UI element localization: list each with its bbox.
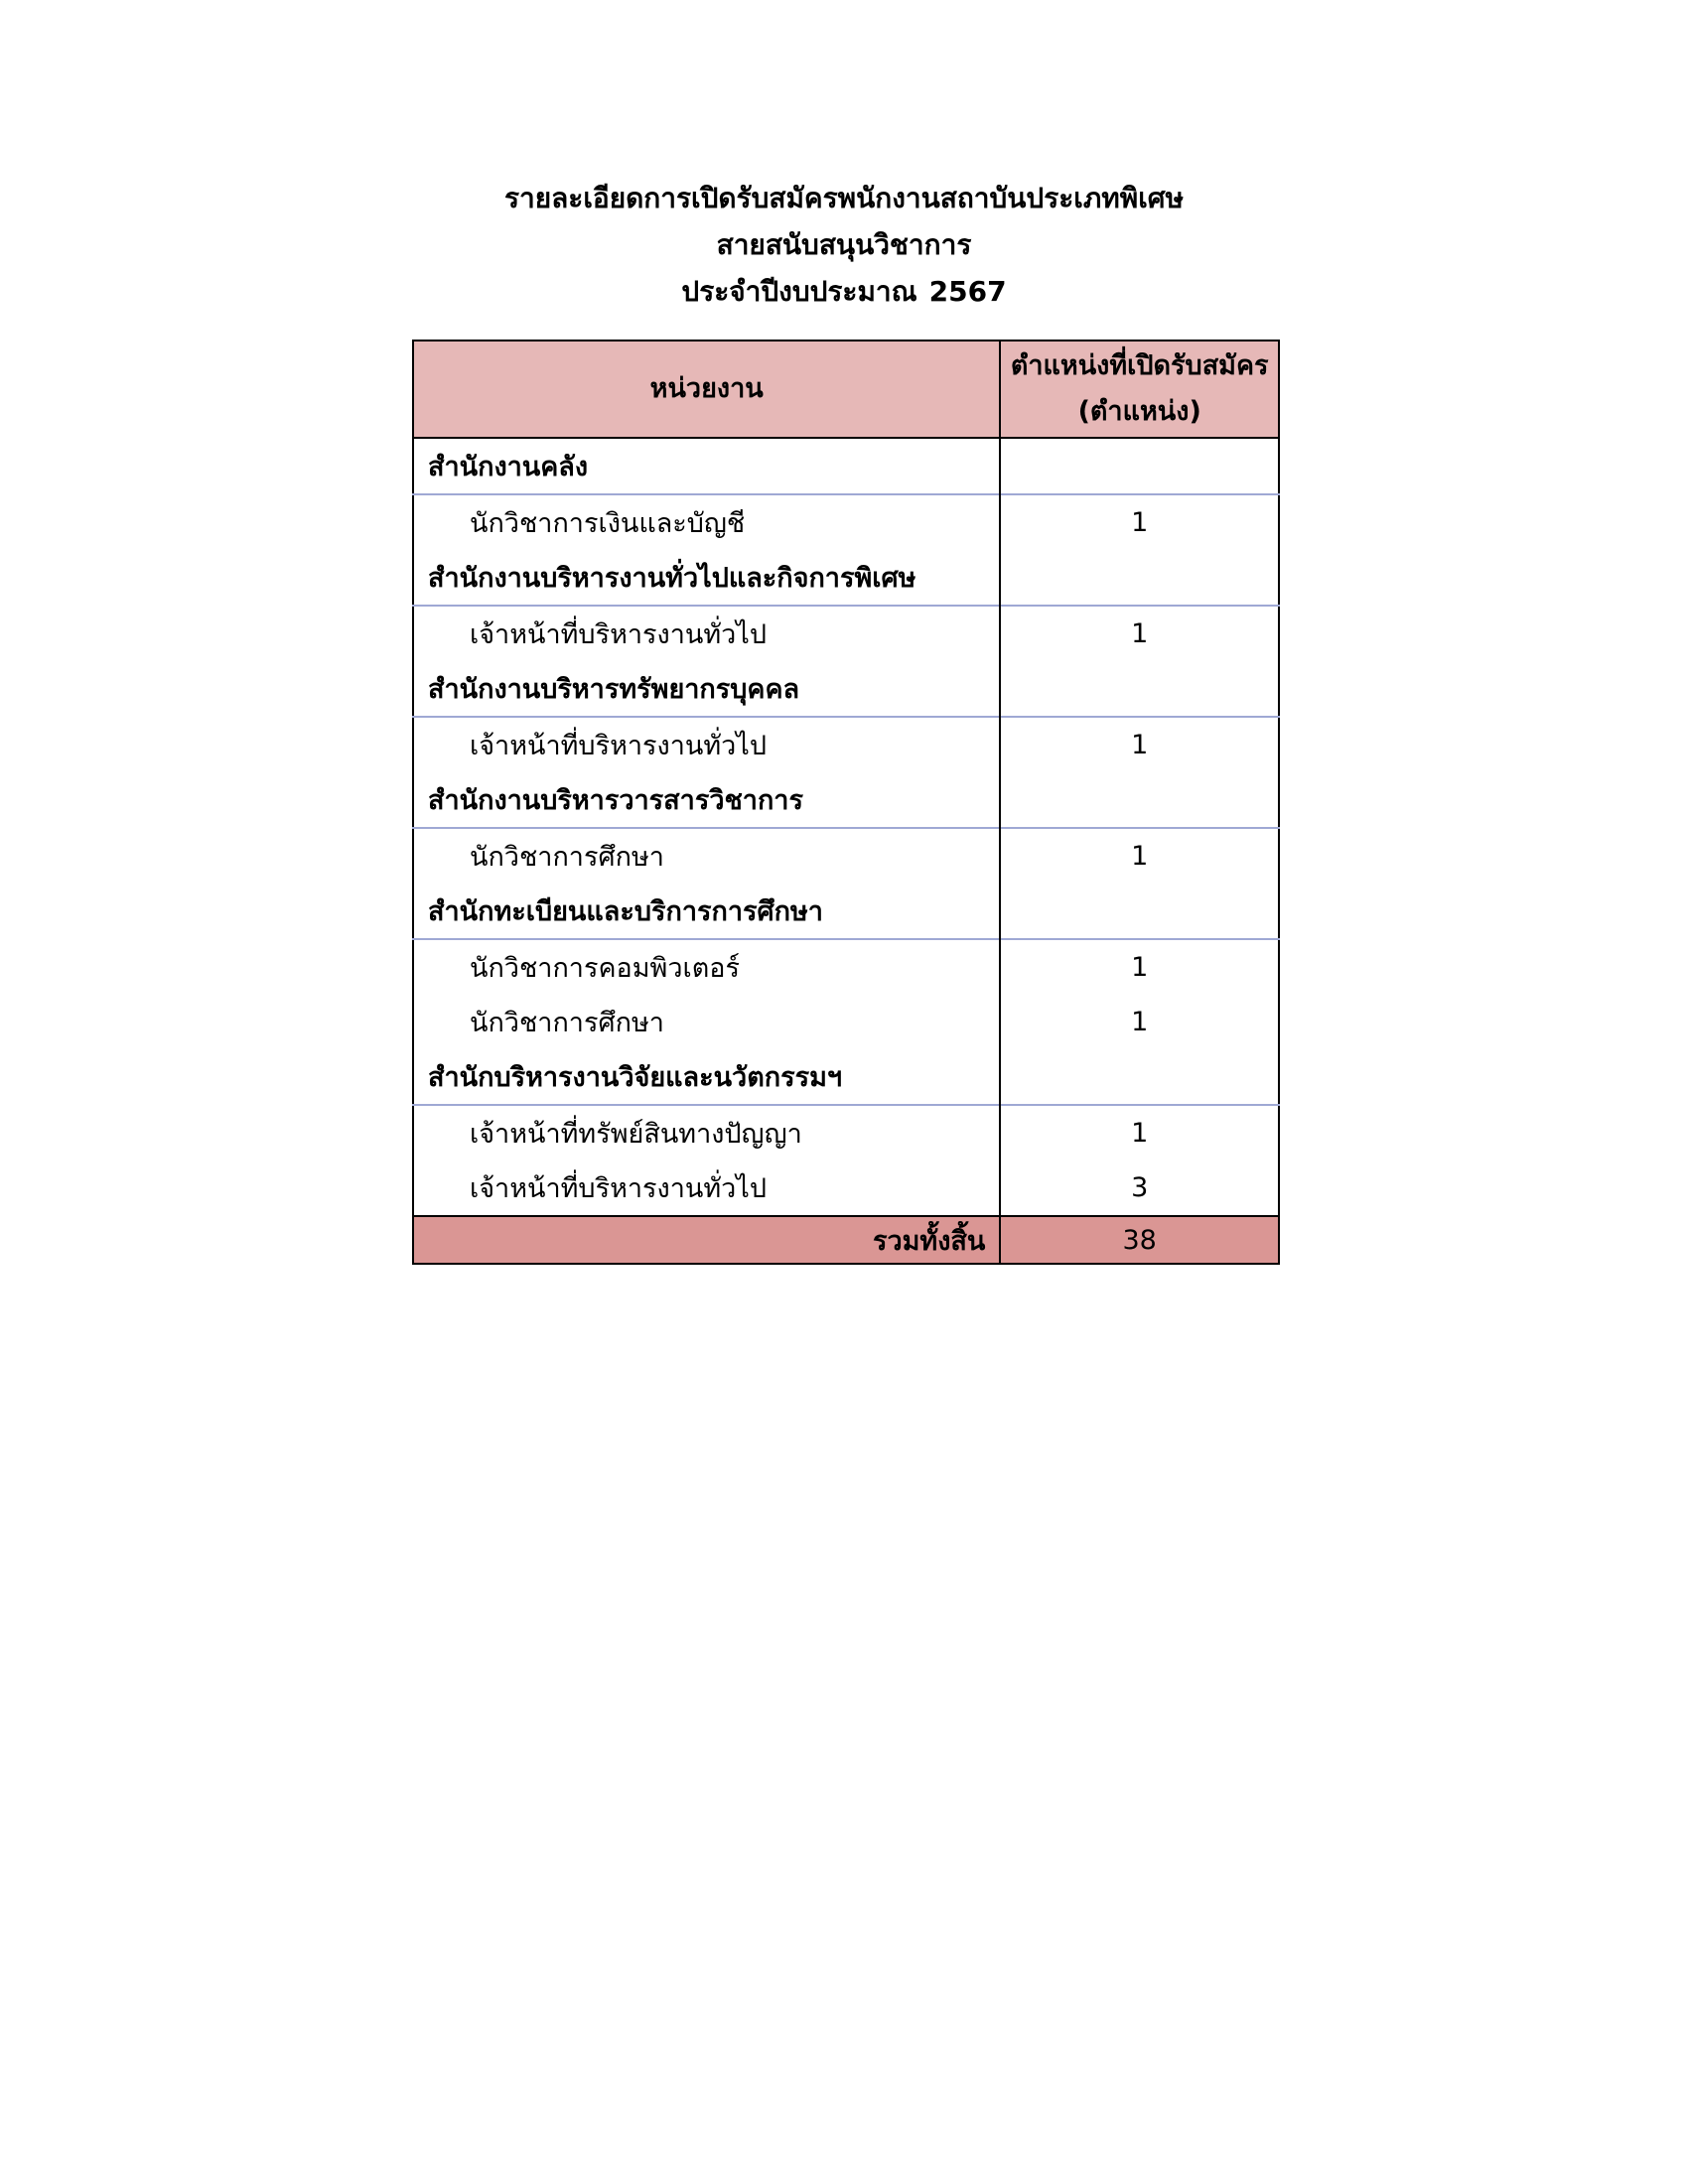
position-row — [413, 494, 1279, 550]
department-name: สำนักทะเบียนและบริการการศึกษา — [413, 884, 1000, 939]
header-unit: หน่วยงาน — [413, 341, 1000, 438]
position-count: 1 — [1000, 717, 1279, 772]
position-row — [413, 828, 1279, 884]
position-count: 1 — [1131, 1007, 1149, 1037]
title-line-1: รายละเอียดการเปิดรับสมัครพนักงานสถาบันประเภทพิเศษ — [503, 182, 1185, 214]
position-count: 1 — [1000, 1105, 1279, 1160]
department-row — [413, 772, 1279, 828]
total-value: 38 — [1000, 1216, 1279, 1264]
position-title: นักวิชาการเงินและบัญชี — [413, 494, 1000, 550]
department-row — [413, 438, 1279, 494]
department-count-empty — [1000, 772, 1279, 828]
department-row — [413, 661, 1279, 717]
position-count: 1 — [1000, 828, 1279, 884]
position-count: 1 — [1000, 606, 1279, 661]
position-count: 1 — [1000, 494, 1279, 550]
department-count-empty — [1000, 884, 1279, 939]
position-title: เจ้าหน้าที่บริหารงานทั่วไป — [413, 606, 1000, 661]
department-count-empty — [1000, 1049, 1279, 1105]
department-row — [413, 1049, 1279, 1105]
fiscal-year-value: 2567 — [928, 275, 1007, 308]
header-count — [1000, 341, 1279, 438]
position-row — [413, 606, 1279, 661]
department-name: สำนักงานบริหารวารสารวิชาการ — [413, 772, 1000, 828]
header-count-line-2: (ตำแหน่ง) — [1077, 396, 1201, 427]
position-title: เจ้าหน้าที่ทรัพย์สินทางปัญญา — [413, 1105, 1000, 1160]
department-name: สำนักงานบริหารทรัพยากรบุคคล — [413, 661, 1000, 717]
position-title: นักวิชาการศึกษา — [413, 995, 1000, 1049]
position-title: เจ้าหน้าที่บริหารงานทั่วไป — [413, 1160, 1000, 1216]
department-count-empty — [1000, 661, 1279, 717]
position-row — [413, 1105, 1279, 1160]
total-label: รวมทั้งสิ้น — [413, 1216, 1000, 1264]
position-count: 1 — [1000, 939, 1279, 995]
table-body — [413, 438, 1279, 1216]
position-title: นักวิชาการศึกษา — [413, 828, 1000, 884]
department-count-empty — [1000, 550, 1279, 606]
title-line-2: สายสนับสนุนวิชาการ — [716, 228, 972, 261]
department-name: สำนักบริหารงานวิจัยและนวัตกรรมฯ — [413, 1049, 1000, 1105]
department-row — [413, 550, 1279, 606]
department-count-empty — [1000, 438, 1279, 494]
position-row — [413, 995, 1279, 1049]
fiscal-year-label: ประจำปีงบประมาณ — [681, 275, 917, 308]
position-row — [413, 717, 1279, 772]
header-count-line-1: ตำแหน่งที่เปิดรับสมัคร — [1010, 350, 1269, 381]
position-row — [413, 939, 1279, 995]
title-line-3 — [0, 268, 1688, 315]
positions-table — [412, 340, 1280, 1265]
position-title: นักวิชาการคอมพิวเตอร์ — [413, 939, 1000, 995]
department-name: สำนักงานบริหารงานทั่วไปและกิจการพิเศษ — [413, 550, 1000, 606]
total-row — [413, 1216, 1279, 1264]
department-row — [413, 884, 1279, 939]
table-header-row — [413, 341, 1279, 438]
department-name: สำนักงานคลัง — [413, 438, 1000, 494]
document-title — [0, 175, 1688, 315]
position-row — [413, 1160, 1279, 1216]
position-title: เจ้าหน้าที่บริหารงานทั่วไป — [413, 717, 1000, 772]
position-count: 3 — [1131, 1172, 1149, 1203]
